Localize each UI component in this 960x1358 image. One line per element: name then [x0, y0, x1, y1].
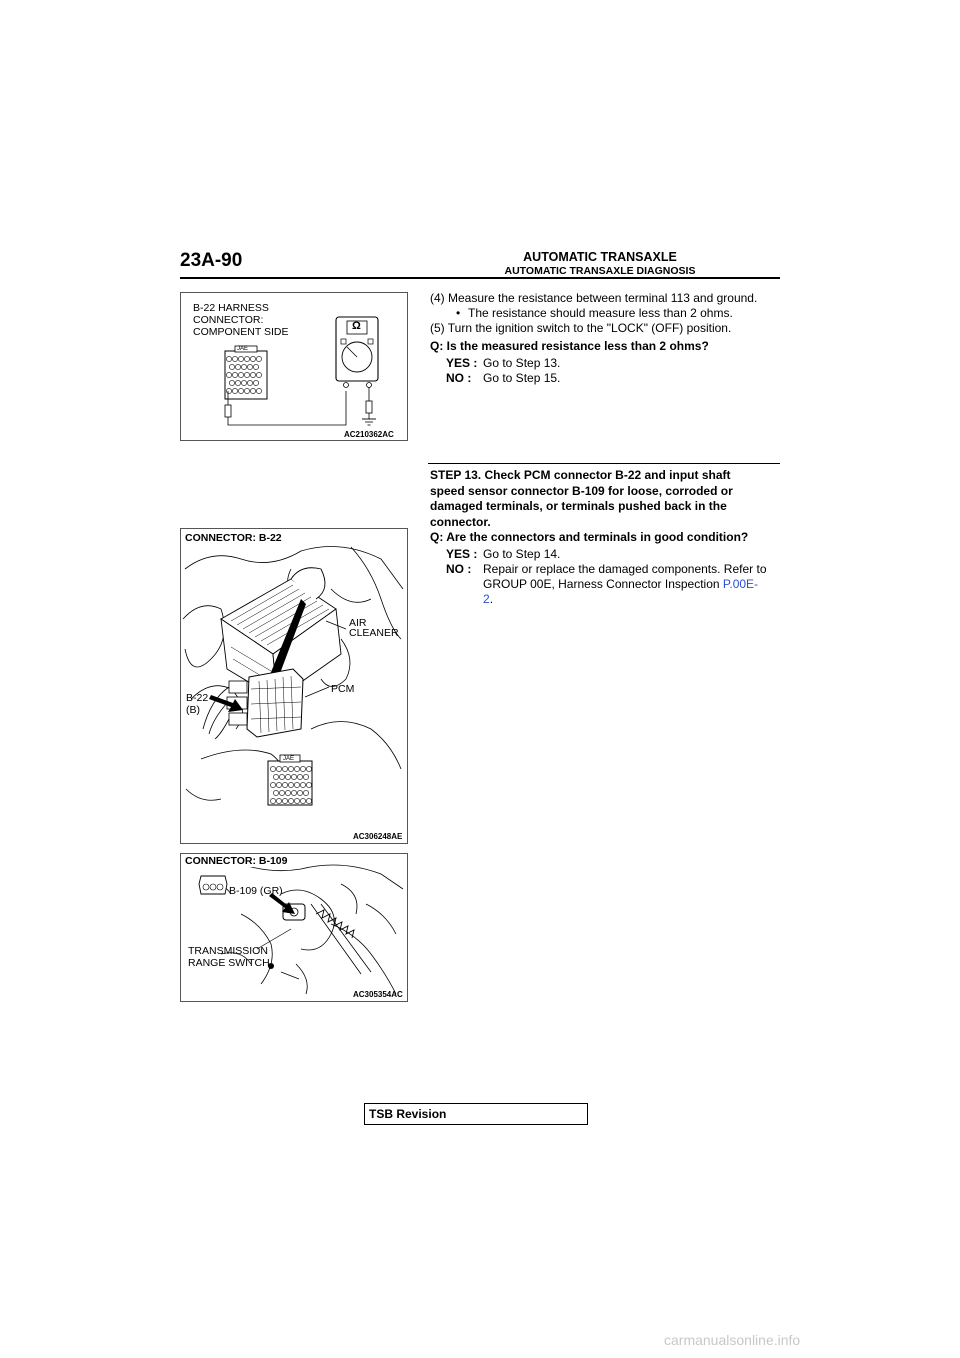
- step13-no-line3: [483, 592, 493, 607]
- figure-ohmmeter-diagram: [180, 292, 408, 441]
- no-text: Go to Step 15.: [483, 371, 561, 385]
- figure-code: AC305354AC: [353, 990, 403, 999]
- yes-text: Go to Step 14.: [483, 547, 561, 561]
- yes-label: YES :: [446, 356, 478, 370]
- pcm-illustration: [181, 529, 407, 843]
- step12-yes: [446, 356, 560, 371]
- step-divider: [428, 463, 780, 464]
- transmission-range-switch-label-2: RANGE SWITCH: [188, 957, 270, 969]
- no-text-line2: GROUP 00E, Harness Connector Inspection: [483, 577, 720, 591]
- yes-label: YES :: [446, 547, 478, 561]
- figure-code: AC306248AE: [353, 832, 403, 841]
- step13-heading-line2: speed sensor connector B-109 for loose, corroded or: [430, 483, 733, 498]
- ohm-symbol-icon: Ω: [352, 320, 361, 332]
- step12-bullet-text: The resistance should measure less than 2 ohms.: [468, 306, 733, 320]
- tsb-revision-label: TSB Revision: [369, 1107, 447, 1121]
- air-cleaner-label-1: AIR: [349, 617, 367, 629]
- period: .: [489, 592, 494, 606]
- step12-question: Q: Is the measured resistance less than 2 ohms?: [430, 339, 709, 353]
- step12-bullet-dot: •: [456, 306, 461, 320]
- tsb-revision-box: [364, 1103, 588, 1125]
- figure-code: AC210362AC: [344, 430, 394, 439]
- connector-jae-tag: JAE: [237, 346, 249, 352]
- step13-no-line2: [483, 577, 758, 592]
- harness-inspection-link[interactable]: P.00E-: [722, 577, 759, 591]
- step13-no-label-row: [446, 562, 767, 577]
- no-label: NO :: [446, 371, 472, 385]
- step13-heading: [430, 468, 778, 530]
- header-rule: [180, 277, 780, 279]
- pcm-label: PCM: [331, 683, 355, 695]
- b22-label-2: (B): [186, 704, 200, 716]
- figure-b109-connector: [180, 853, 408, 1002]
- step13-heading-line1: STEP 13. Check PCM connector B-22 and input shaft: [430, 468, 731, 482]
- no-label: NO :: [446, 562, 472, 576]
- step12-no: [446, 371, 560, 386]
- step13-yes: [446, 547, 560, 562]
- harness-label-line2: CONNECTOR:: [193, 314, 264, 326]
- b109-label: B-109 (GR): [229, 885, 283, 897]
- no-text-line1: Repair or replace the damaged components. Refer to: [483, 562, 767, 576]
- step13-heading-line3: damaged terminals, or terminals pushed back in the: [430, 499, 727, 513]
- harness-label-line1: B-22 HARNESS: [193, 302, 269, 314]
- harness-inspection-link-cont[interactable]: 2: [483, 592, 490, 606]
- step12-item5: (5) Turn the ignition switch to the "LOCK" (OFF) position.: [430, 321, 732, 335]
- harness-label-line3: COMPONENT SIDE: [193, 326, 289, 338]
- step12-item4: (4) Measure the resistance between terminal 113 and ground.: [430, 291, 758, 305]
- watermark: carmanualsonline.info: [664, 1332, 801, 1348]
- b109-illustration: [181, 854, 407, 1001]
- b22-label-1: B-22: [186, 692, 209, 704]
- figure-title: CONNECTOR: B-22: [185, 532, 282, 544]
- transmission-range-switch-label-1: TRANSMISSION: [188, 945, 268, 957]
- figure-title: CONNECTOR: B-109: [185, 855, 288, 867]
- section-subtitle: AUTOMATIC TRANSAXLE DIAGNOSIS: [504, 265, 696, 277]
- air-cleaner-label-2: CLEANER: [349, 627, 399, 639]
- yes-text: Go to Step 13.: [483, 356, 561, 370]
- section-title: AUTOMATIC TRANSAXLE: [523, 250, 677, 264]
- step13-heading-line4: connector.: [430, 514, 491, 529]
- step13-question: Q: Are the connectors and terminals in good condition?: [430, 530, 749, 544]
- figure-pcm-connector: [180, 528, 408, 844]
- connector-jae-tag: JAE: [283, 756, 295, 762]
- page-number: 23A-90: [180, 250, 243, 271]
